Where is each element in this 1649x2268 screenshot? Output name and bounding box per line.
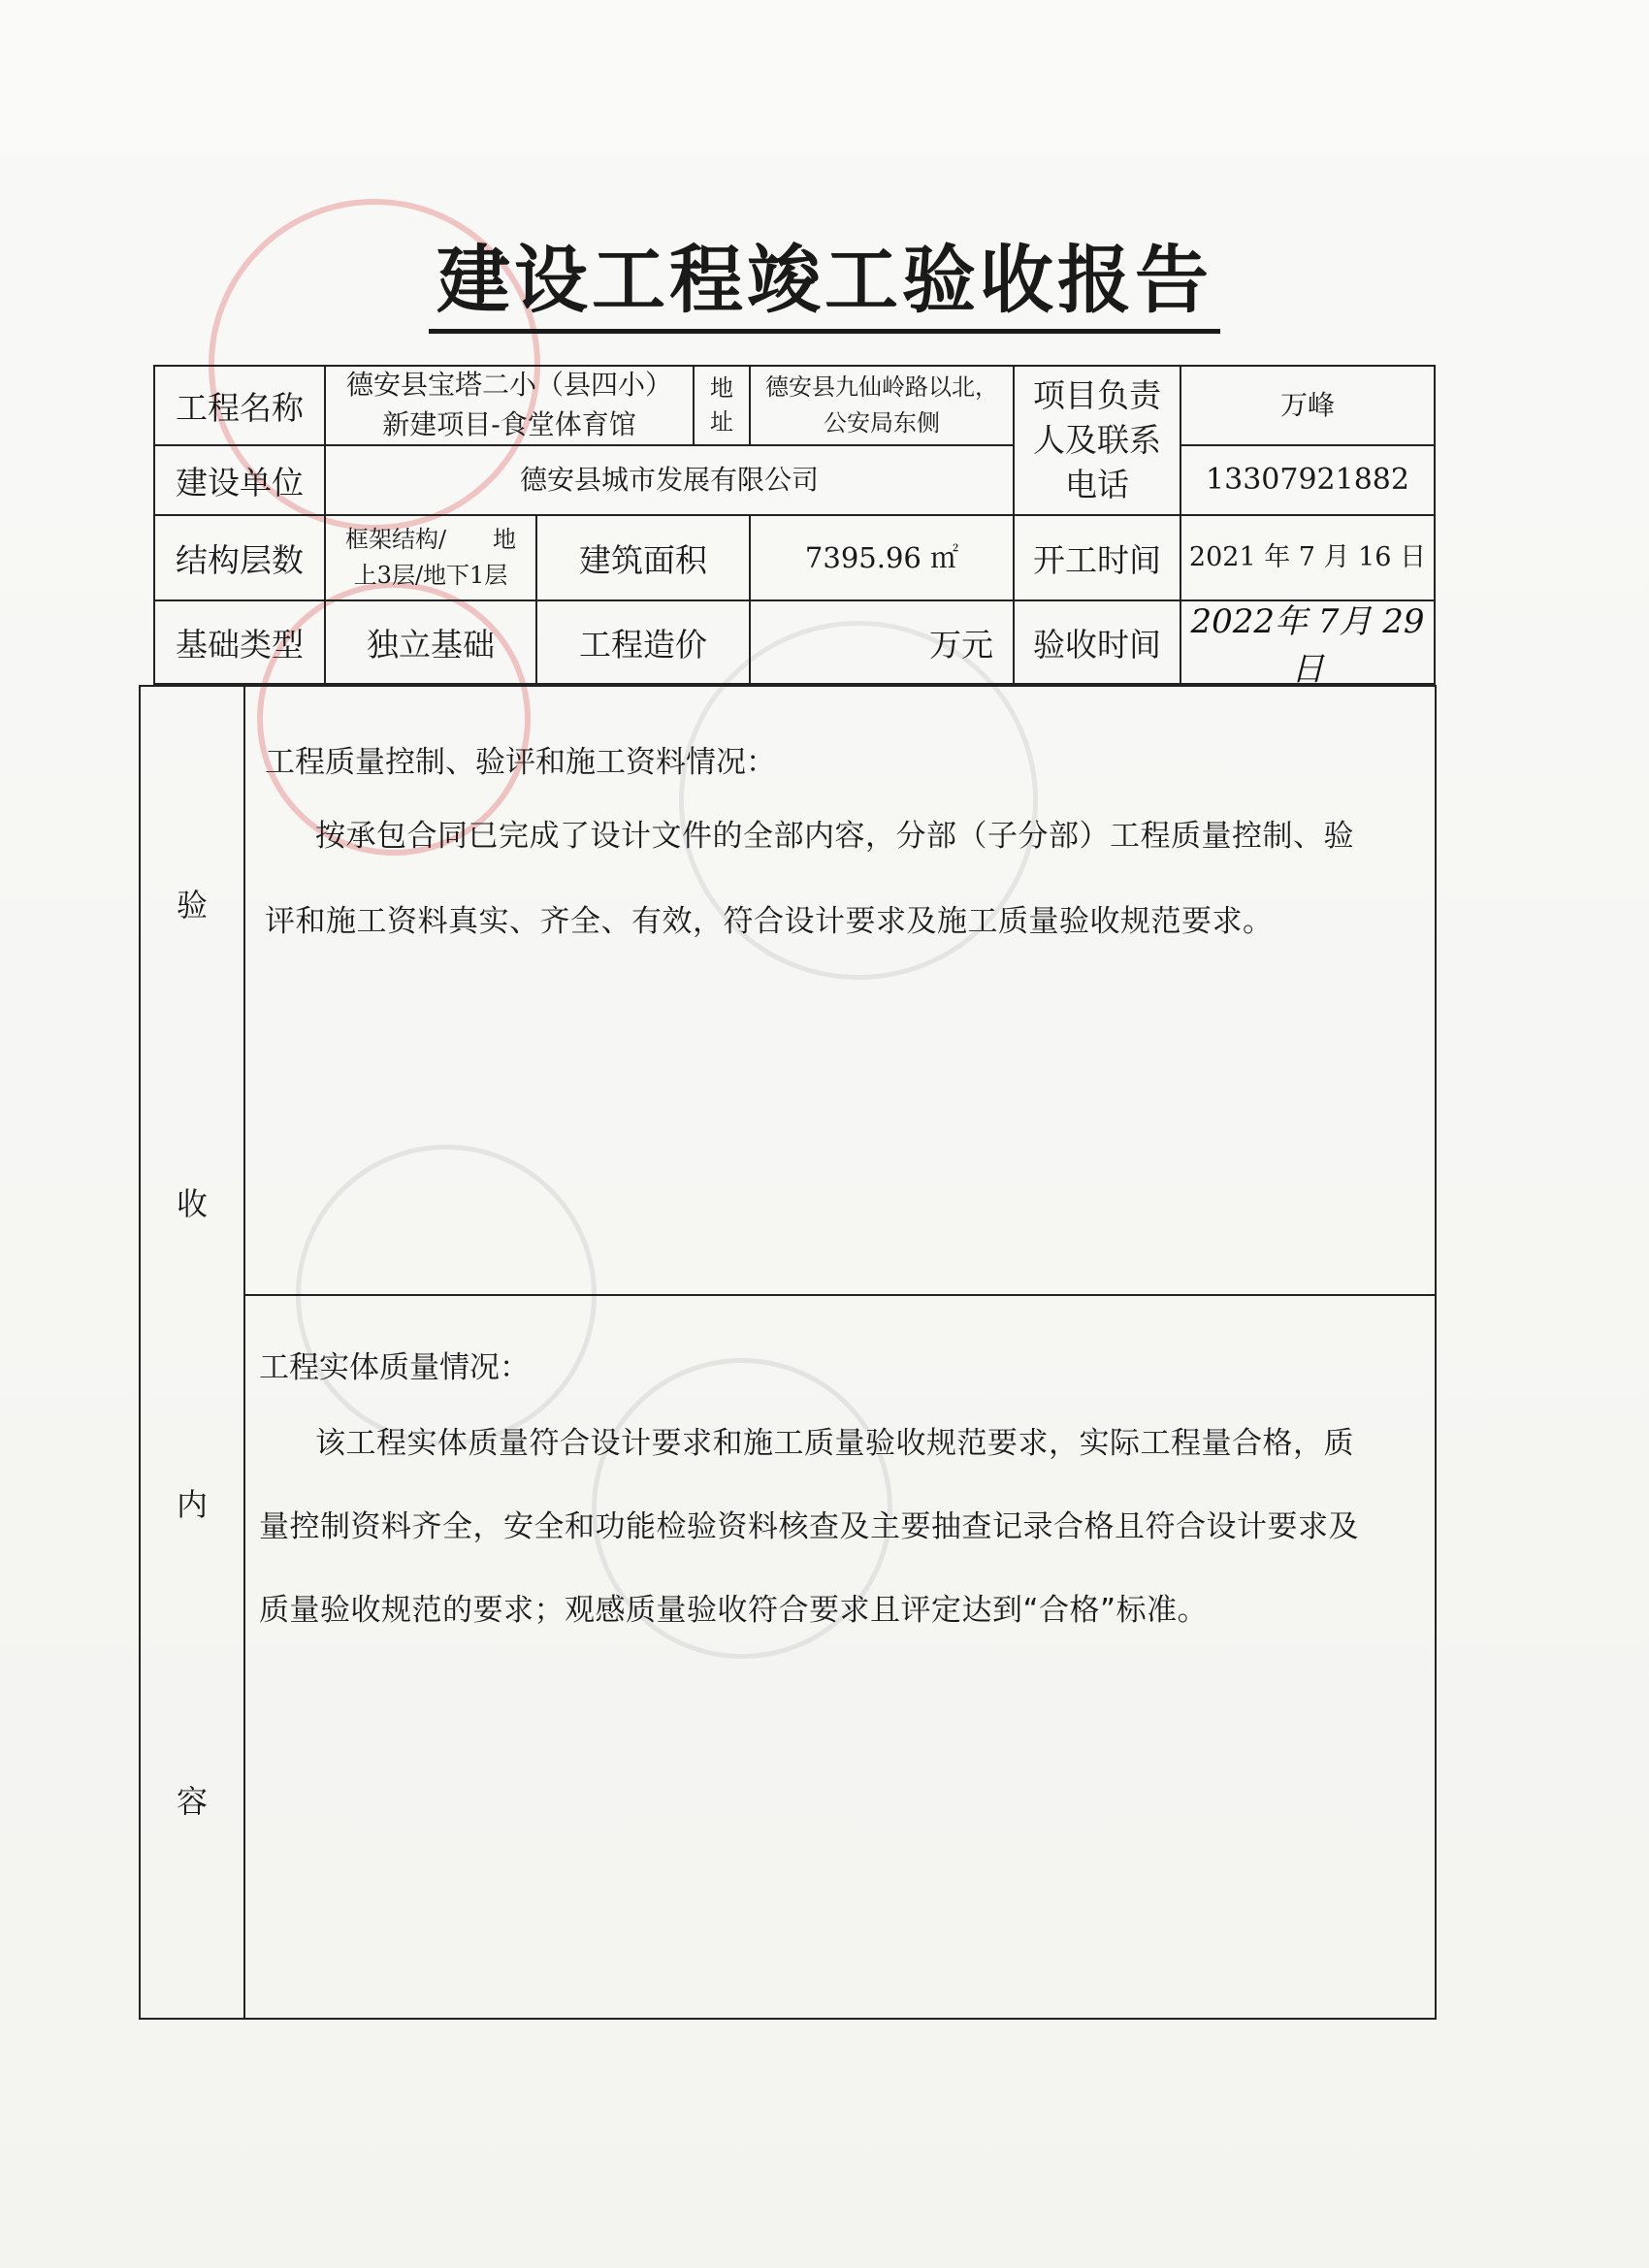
project-name-label: 工程名称 <box>153 365 326 446</box>
cost-label: 工程造价 <box>535 599 751 685</box>
construction-unit-value: 德安县城市发展有限公司 <box>324 444 1015 516</box>
area-value: 7395.96 ㎡ <box>749 514 1015 601</box>
manager-label: 项目负责人及联系电话 <box>1013 365 1181 516</box>
start-label: 开工时间 <box>1013 514 1181 601</box>
content-side-label-column <box>141 687 245 2018</box>
acceptance-label: 验收时间 <box>1013 599 1181 685</box>
foundation-value: 独立基础 <box>324 599 537 685</box>
side-char-1: 验 <box>176 887 208 923</box>
start-value: 2021 年 7 月 16 日 <box>1180 514 1436 601</box>
section2-body-line1: 该工程实体质量符合设计要求和施工质量验收规范要求，实际工程量合格，质 <box>315 1426 1354 1461</box>
project-name-value: 德安县宝塔二小（县四小）新建项目-食堂体育馆 <box>324 365 695 446</box>
side-char-3: 内 <box>176 1486 208 1523</box>
manager-phone: 13307921882 <box>1180 444 1436 516</box>
construction-unit-label: 建设单位 <box>153 444 326 516</box>
section2-heading: 工程实体质量情况： <box>259 1350 530 1385</box>
structure-value-line2: 上3层/地下1层 <box>353 562 508 589</box>
section2-body-line2: 量控制资料齐全，安全和功能检验资料核查及主要抽查记录合格且符合设计要求及 <box>259 1509 1359 1544</box>
manager-name: 万峰 <box>1180 365 1436 446</box>
header-table <box>153 365 1436 689</box>
side-char-4: 容 <box>176 1783 208 1820</box>
section1-heading: 工程质量控制、验评和施工资料情况： <box>265 745 776 780</box>
address-label: 地址 <box>693 365 751 446</box>
acceptance-value-handwritten: 2022年 7月 29日 <box>1180 599 1436 685</box>
structure-label: 结构层数 <box>153 514 326 601</box>
section1-body-line2: 评和施工资料真实、齐全、有效，符合设计要求及施工质量验收规范要求。 <box>265 904 1274 939</box>
address-value: 德安县九仙岭路以北，公安局东侧 <box>749 365 1015 446</box>
side-char-2: 收 <box>176 1185 208 1222</box>
foundation-label: 基础类型 <box>153 599 326 685</box>
area-label: 建筑面积 <box>535 514 751 601</box>
section-divider <box>245 1294 1435 1296</box>
structure-value-line1: 框架结构/ 地 <box>344 525 517 553</box>
acceptance-content-box <box>139 685 1437 2020</box>
cost-value: 万元 <box>749 599 1015 685</box>
section1-body-line1: 按承包合同已完成了设计文件的全部内容，分部（子分部）工程质量控制、验 <box>315 819 1354 854</box>
structure-value <box>324 514 537 601</box>
section2-body-line3: 质量验收规范的要求；观感质量验收符合要求且评定达到“合格”标准。 <box>259 1593 1209 1628</box>
document-title: 建设工程竣工验收报告 <box>0 221 1649 327</box>
